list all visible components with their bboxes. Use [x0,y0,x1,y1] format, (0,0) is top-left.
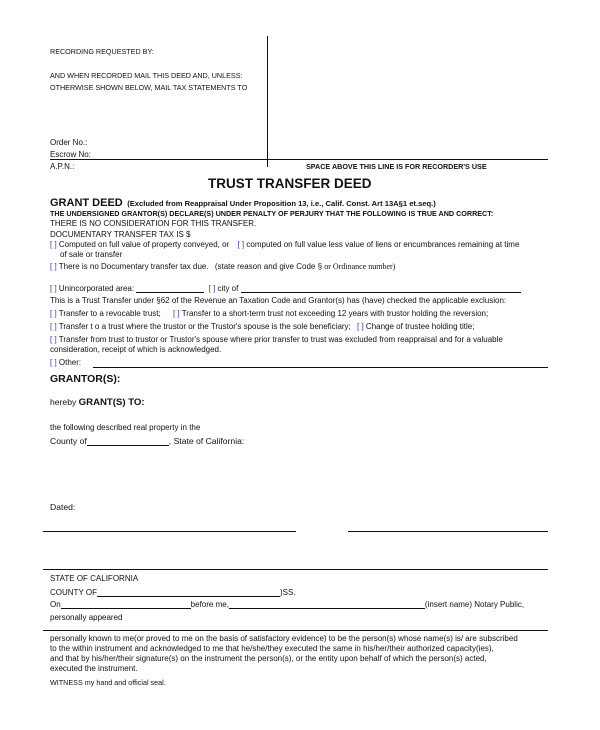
sole-beneficiary-row [50,322,474,331]
other-field[interactable] [93,367,548,368]
checkbox-change-trustee[interactable]: [ ] [357,322,364,331]
area-row [50,283,521,293]
checkbox-other[interactable]: [ ] [50,358,57,367]
county-field[interactable] [87,436,169,446]
recorder-line [50,159,548,160]
no-tax-label: There is no Documentary transfer tax due. [58,262,209,271]
notary-on-row [50,599,524,609]
hereby-grants-row [50,397,145,408]
property-description: the following described real property in the [50,423,201,432]
unincorporated-label: Unincorporated area: [58,284,135,293]
checkbox-from-trust[interactable]: [ ] [50,335,57,344]
county-row [50,436,244,446]
before-me-label: before me, [190,600,229,609]
on-label: On [50,600,61,609]
escrow-no: Escrow No: [50,150,91,159]
recorder-box-right-border [267,36,268,167]
signature-line-left[interactable] [43,531,296,532]
grant-deed-label: GRANT DEED [50,197,123,209]
checkbox-computed-full[interactable]: [ ] [50,240,57,249]
of-sale-or-transfer: of sale or transfer [60,250,123,259]
acknowledgment-line1: personally known to me(or proved to me on the basis of satisfactory evidence) to be the person(s) whose name(s) is/ are subscribed [50,634,518,643]
notary-name-field[interactable] [229,599,425,609]
order-no: Order No.: [50,138,88,147]
recording-requested-by: RECORDING REQUESTED BY: [50,47,154,56]
notary-county-row [50,587,296,597]
short-term-label: Transfer to a short-term trust not exceeding 12 years with trustor holding the reversion; [181,309,489,318]
signature-line-right[interactable] [348,531,548,532]
space-above-note: SPACE ABOVE THIS LINE IS FOR RECORDER'S USE [306,162,487,171]
from-trust-label: Transfer from trust to trustor or Trustor's spouse where prior transfer to trust was excluded from reappraisal and for a valuable [58,335,503,344]
ordinance-label: or Ordinance number) [324,262,396,271]
checkbox-no-tax[interactable]: [ ] [50,262,57,271]
checkbox-unincorporated[interactable]: [ ] [50,284,57,293]
doc-transfer-tax: DOCUMENTARY TRANSFER TAX IS $ [50,230,191,239]
checkbox-computed-less[interactable]: [ ] [237,240,245,249]
acknowledgment-line4: executed the instrument. [50,664,138,673]
checkbox-revocable[interactable]: [ ] [50,309,57,318]
witness-label: WITNESS my hand and official seal. [50,678,166,687]
computed-row [50,240,519,249]
grantor-declares: THE UNDERSIGNED GRANTOR(S) DECLARE(S) UNDER PENALTY OF PERJURY THAT THE FOLLOWING IS TRUE AND CORRECT: [50,209,494,218]
reappraisal-exclusion: (Excluded from Reappraisal Under Proposition 13, i.e., Calif. Const. Art 13A§1 et.seq.) [127,199,436,208]
notary-top-line [43,569,548,570]
ss-label: )SS. [279,588,296,597]
change-trustee-label: Change of trustee holding title; [365,322,475,331]
no-consideration: THERE IS NO CONSIDERATION FOR THIS TRANSFER. [50,219,257,228]
revocable-label: Transfer to a revocable trust; [58,309,161,318]
grantors-label: GRANTOR(S): [50,373,121,385]
checkbox-sole-beneficiary[interactable]: [ ] [50,322,57,331]
other-row [50,358,81,367]
unincorporated-field[interactable] [136,283,204,293]
computed-less-label: computed on full value less value of liens or encumbrances remaining at time [246,240,520,249]
trust-transfer-intro: This is a Trust Transfer under §62 of the Revenue an Taxation Code and Grantor(s) has (have) checked the applicable exclusion: [50,296,507,305]
acknowledgment-line3: and that by his/her/their signature(s) on the instrument the person(s), or the entity upon behalf of which the person(s) acted, [50,654,487,663]
city-field[interactable] [241,283,521,293]
notary-county-label: COUNTY OF [50,588,97,597]
apn: A.P.N.: [50,162,75,171]
city-of-label: city of [217,284,239,293]
state-of-california: STATE OF CALIFORNIA [50,574,139,583]
notary-county-field[interactable] [97,587,280,597]
other-label: Other: [58,358,82,367]
personally-appeared-field[interactable] [43,630,548,631]
county-of-label: County of [50,436,87,446]
grants-to-label: GRANT(S) TO: [78,397,145,408]
hereby-label: hereby [50,397,77,407]
mail-deed-line2: OTHERWISE SHOWN BELOW, MAIL TAX STATEMENTS TO [50,83,248,92]
computed-full-label: Computed on full value of property conveyed, or [58,240,230,249]
checkbox-short-term[interactable]: [ ] [172,309,180,318]
insert-name-label: (insert name) Notary Public, [424,600,525,609]
revocable-row [50,309,488,318]
acknowledgment-line2: to the within instrument and acknowledged to me that he/she/they executed the same in his/her/their authorized capacity(ies), [50,644,494,653]
from-trust-continued: consideration, receipt of which is acknowledged. [50,345,222,354]
checkbox-city[interactable]: [ ] [208,284,216,293]
sole-beneficiary-label: Transfer t o a trust where the trustor or the Trustor's spouse is the sole beneficiary; [58,322,351,331]
mail-deed-line1: AND WHEN RECORDED MAIL THIS DEED AND, UNLESS: [50,71,243,80]
state-reason-label: (state reason and give Code § [214,262,323,271]
state-of-california-label: , State of California: [168,436,245,446]
from-trust-row [50,335,503,344]
no-tax-row [50,262,395,271]
dated-label: Dated: [50,502,76,512]
document-title: TRUST TRANSFER DEED [208,176,372,191]
notary-date-field[interactable] [61,599,191,609]
personally-appeared-label: personally appeared [50,613,123,622]
